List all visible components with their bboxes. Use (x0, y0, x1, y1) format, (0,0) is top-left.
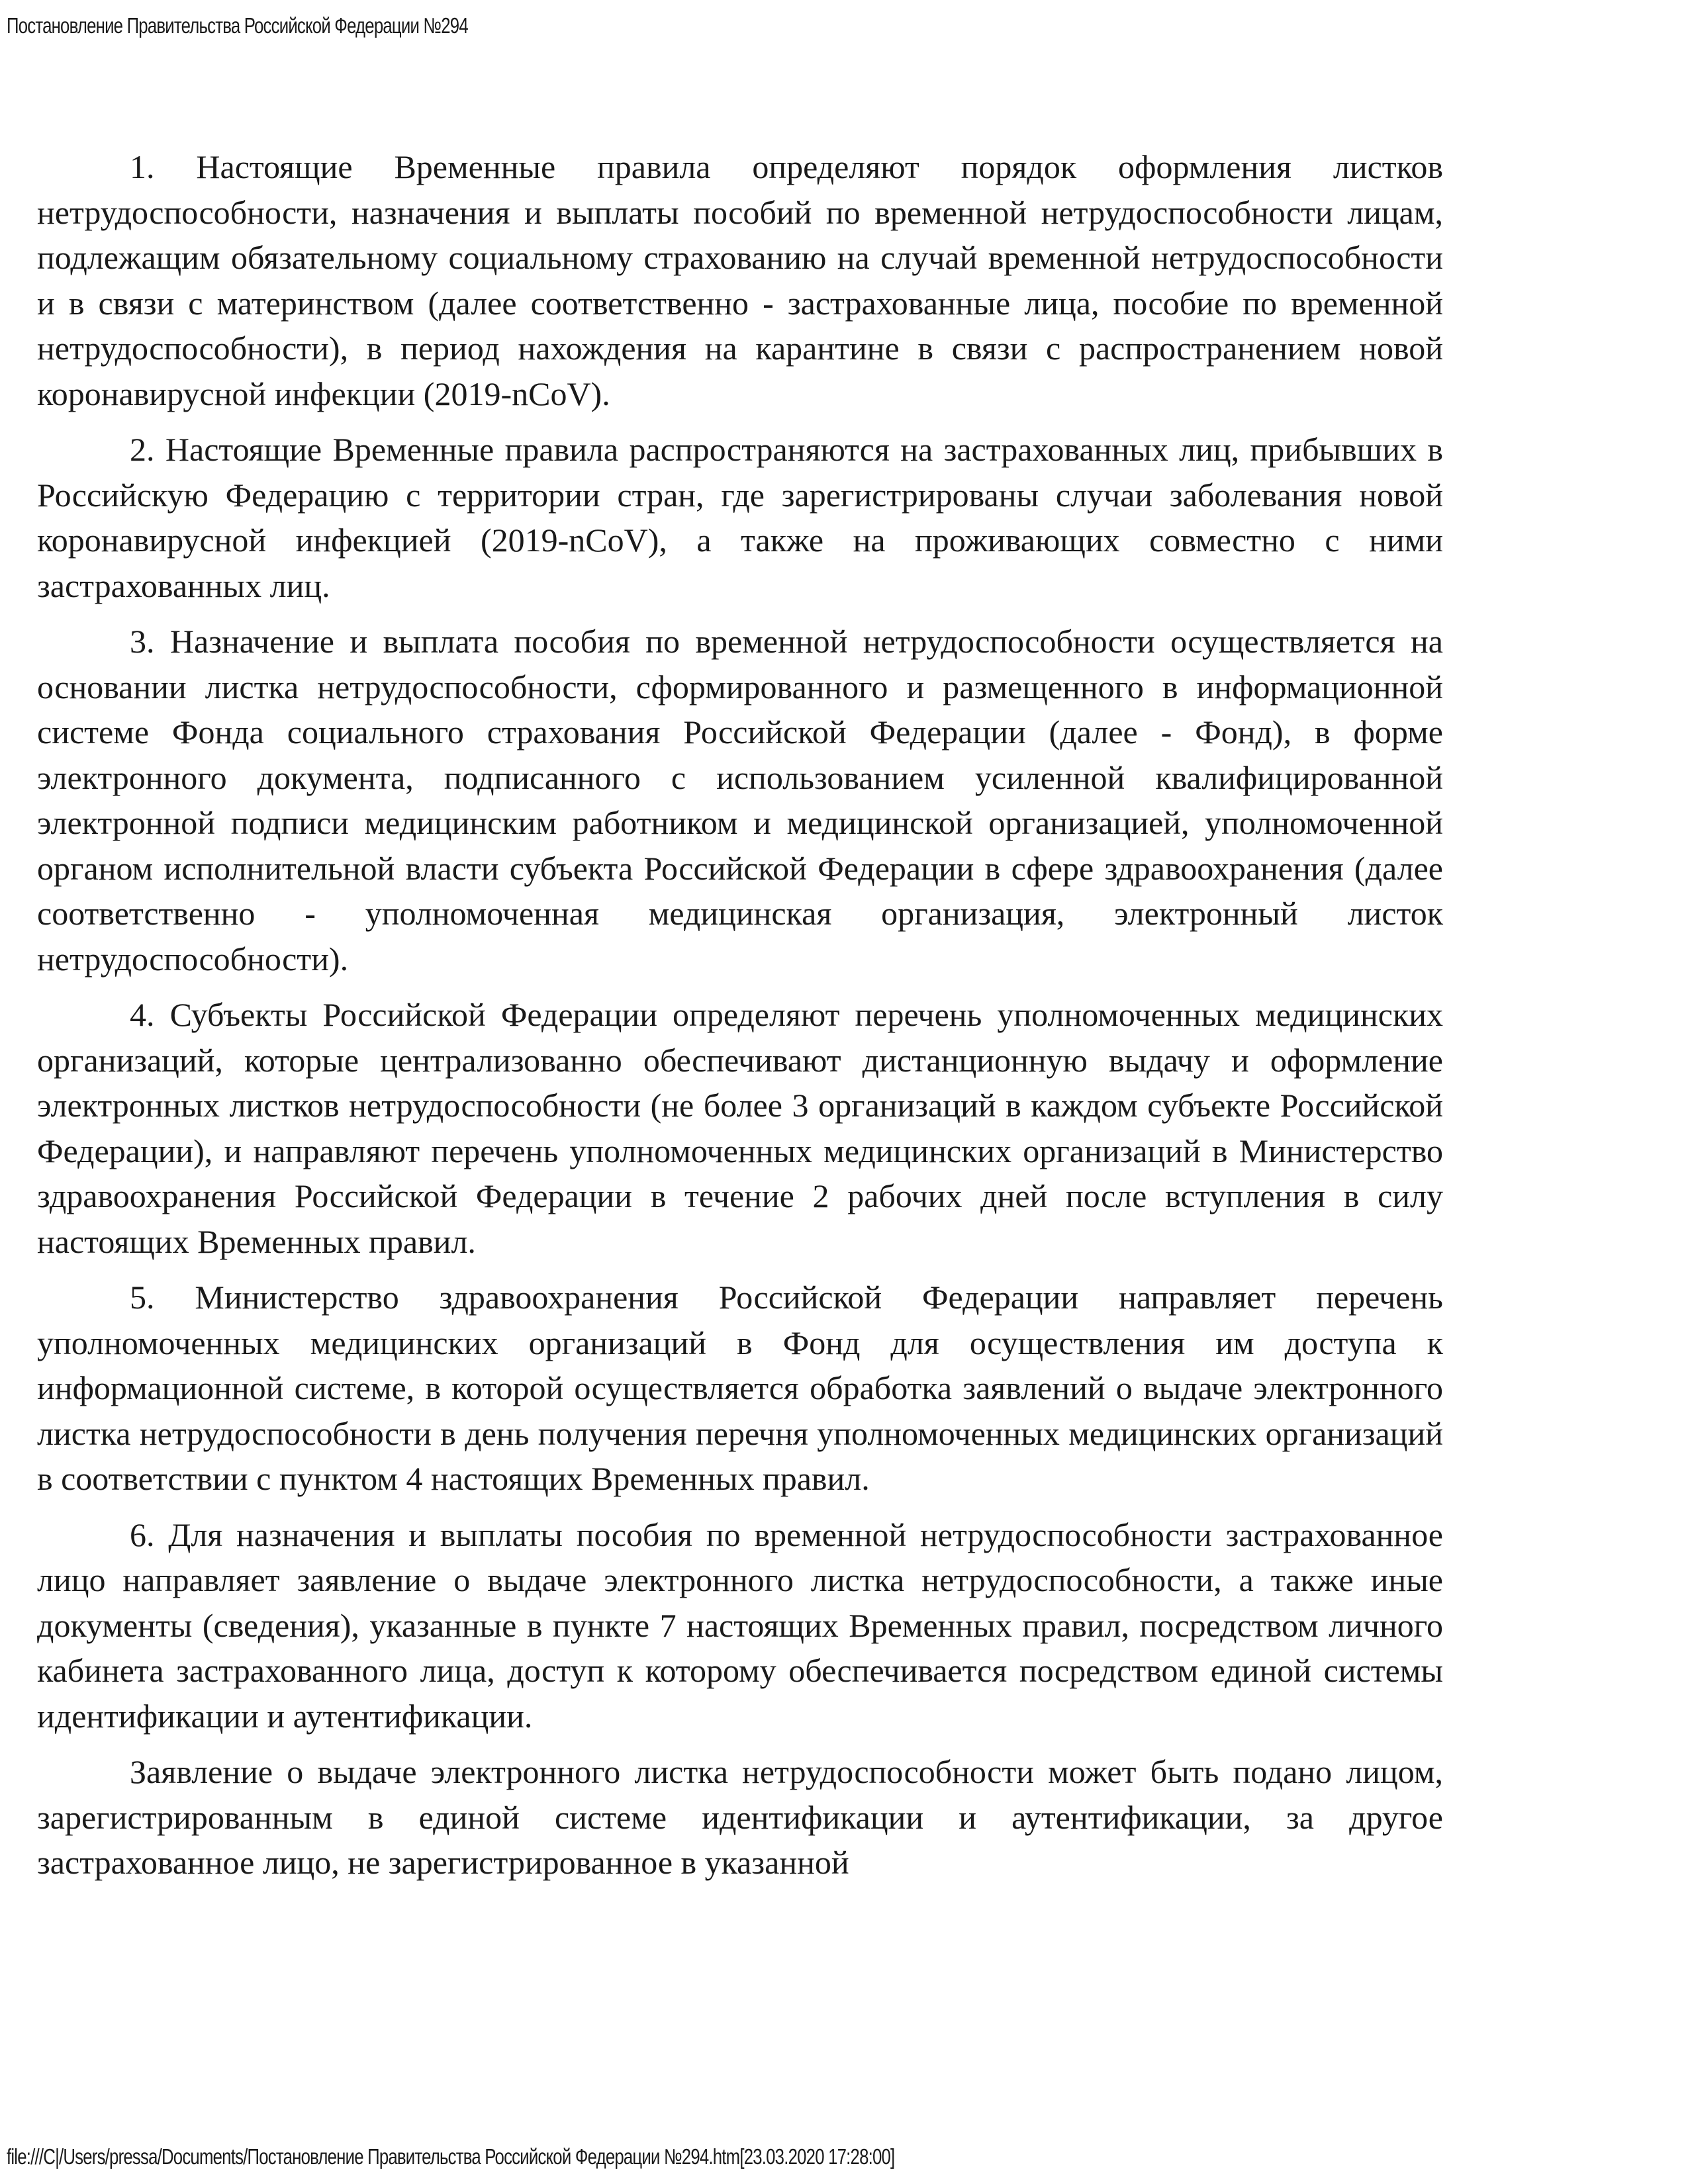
document-body (37, 144, 1443, 1896)
paragraph-6: 6. Для назначения и выплаты пособия по временной нетрудоспособности застрахованное лицо направляет заявление о выдаче электронного листка нетрудоспособности, а также иные документы (сведения), указанные в пункте 7 настоящих Временных правил, посредством личного кабинета застрахованного лица, доступ к которому обеспечивается посредством единой системы идентификации и аутентификации. (37, 1516, 1443, 1735)
page-footer-path: file:///C|/Users/pressa/Documents/Постановление Правительства Российской Федерации №294.htm[23.03.2020 17:28:00] (7, 2144, 895, 2169)
paragraph-2: 2. Настоящие Временные правила распространяются на застрахованных лиц, прибывших в Российскую Федерацию с территории стран, где зарегистрированы случаи заболевания новой коронавирусной инфекцией (2019-nCoV), а также на проживающих совместно с ними застрахованных лиц. (37, 431, 1443, 604)
paragraph-1: 1. Настоящие Временные правила определяют порядок оформления листков нетрудоспособности, назначения и выплаты пособий по временной нетрудоспособности лицам, подлежащим обязательному социальному страхованию на случай временной нетрудоспособности и в связи с материнством (далее соответственно - застрахованные лица, пособие по временной нетрудоспособности), в период нахождения на карантине в связи с распространением новой коронавирусной инфекции (2019-nCoV). (37, 148, 1443, 412)
paragraph-7: Заявление о выдаче электронного листка нетрудоспособности может быть подано лицом, зарегистрированным в единой системе идентификации и аутентификации, за другое застрахованное лицо, не зарегистрированное в указанной (37, 1753, 1443, 1881)
paragraph-3: 3. Назначение и выплата пособия по временной нетрудоспособности осуществляется на основании листка нетрудоспособности, сформированного и размещенного в информационной системе Фонда социального страхования Российской Федерации (далее - Фонд), в форме электронного документа, подписанного с использованием усиленной квалифицированной электронной подписи медицинским работником и медицинской организацией, уполномоченной органом исполнительной власти субъекта Российской Федерации в сфере здравоохранения (далее соответственно - уполномоченная медицинская организация, электронный листок нетрудоспособности). (37, 623, 1443, 978)
page-header-title: Постановление Правительства Российской Федерации №294 (7, 13, 468, 38)
paragraph-4: 4. Субъекты Российской Федерации определяют перечень уполномоченных медицинских организаций, которые централизованно обеспечивают дистанционную выдачу и оформление электронных листков нетрудоспособности (не более 3 организаций в каждом субъекте Российской Федерации), и направляют перечень уполномоченных медицинских организаций в Министерство здравоохранения Российской Федерации в течение 2 рабочих дней после вступления в силу настоящих Временных правил. (37, 996, 1443, 1260)
paragraph-5: 5. Министерство здравоохранения Российской Федерации направляет перечень уполномоченных медицинских организаций в Фонд для осуществления им доступа к информационной системе, в которой осуществляется обработка заявлений о выдаче электронного листка нетрудоспособности в день получения перечня уполномоченных медицинских организаций в соответствии с пунктом 4 настоящих Временных правил. (37, 1279, 1443, 1497)
